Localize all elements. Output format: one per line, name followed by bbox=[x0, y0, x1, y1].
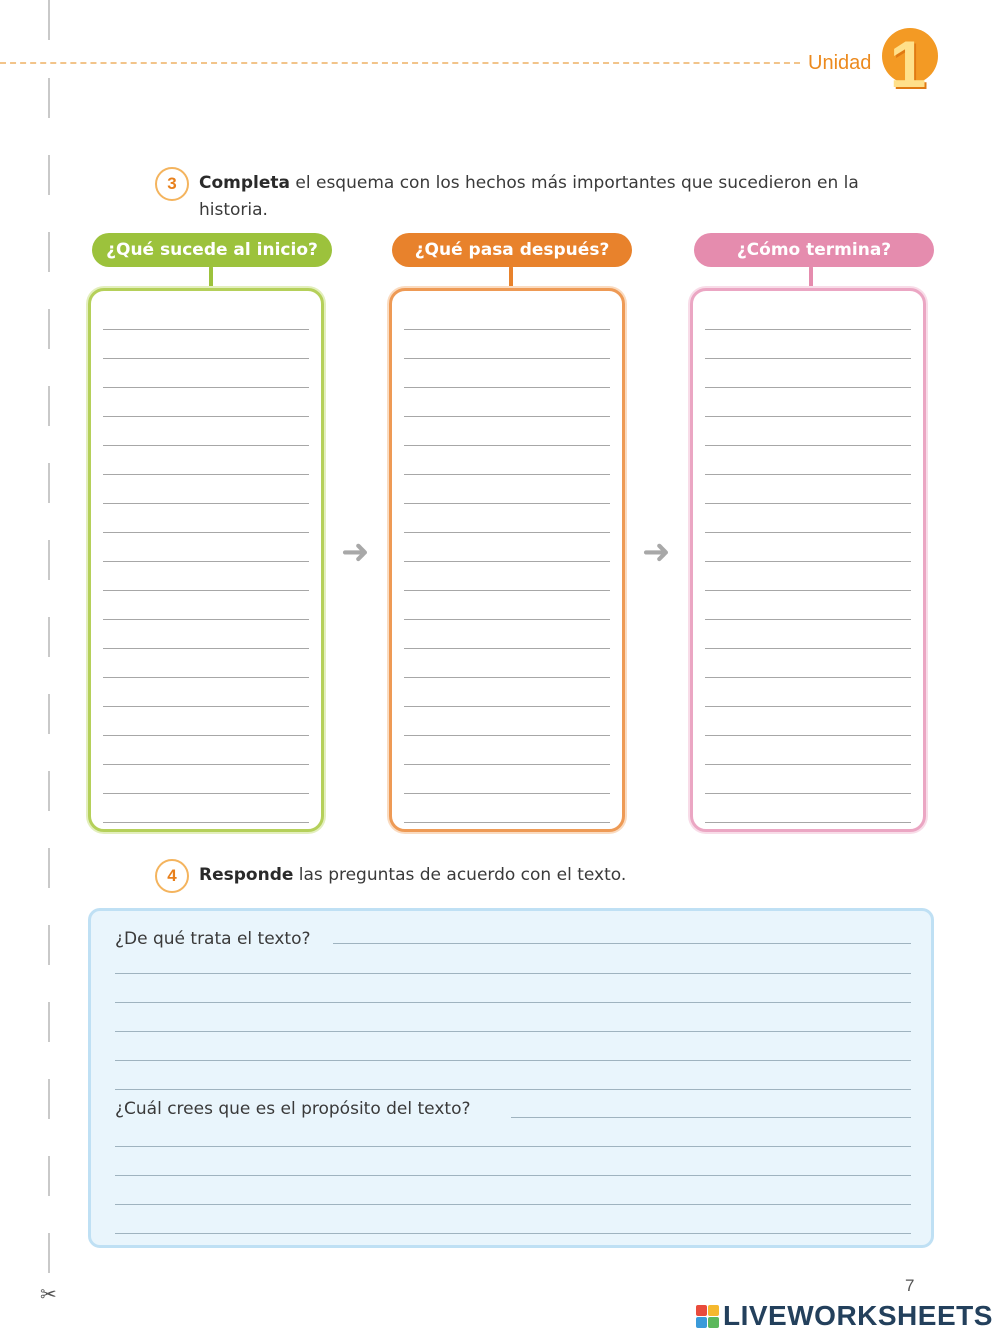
logo-text: LIVEWORKSHEETS bbox=[723, 1300, 993, 1331]
answer-line[interactable] bbox=[333, 943, 911, 944]
writing-line[interactable] bbox=[705, 677, 911, 678]
unit-label: Unidad bbox=[808, 52, 872, 74]
cut-mark bbox=[48, 925, 50, 965]
writing-line[interactable] bbox=[103, 445, 309, 446]
cut-mark bbox=[48, 232, 50, 272]
writing-line[interactable] bbox=[705, 648, 911, 649]
writing-line[interactable] bbox=[404, 561, 610, 562]
tab-connector bbox=[509, 266, 513, 288]
activity-3-text: el esquema con los hechos más importantes que sucedieron en la historia. bbox=[199, 173, 859, 220]
writing-line[interactable] bbox=[404, 503, 610, 504]
activity-4-text: las preguntas de acuerdo con el texto. bbox=[293, 865, 627, 885]
writing-line[interactable] bbox=[705, 764, 911, 765]
answer-line[interactable] bbox=[115, 1233, 911, 1234]
activity-4-instruction bbox=[199, 862, 929, 889]
writing-line[interactable] bbox=[404, 416, 610, 417]
tab-termina: ¿Cómo termina? bbox=[694, 233, 934, 267]
writing-line[interactable] bbox=[705, 329, 911, 330]
writing-line[interactable] bbox=[404, 822, 610, 823]
writing-line[interactable] bbox=[404, 706, 610, 707]
cut-mark bbox=[48, 848, 50, 888]
cut-mark bbox=[48, 617, 50, 657]
cut-mark bbox=[48, 1002, 50, 1042]
activity-4-badge: 4 bbox=[155, 859, 189, 893]
answer-line[interactable] bbox=[115, 1031, 911, 1032]
cut-mark bbox=[48, 771, 50, 811]
liveworksheets-logo bbox=[696, 1298, 993, 1334]
writing-line[interactable] bbox=[103, 503, 309, 504]
writing-line[interactable] bbox=[404, 793, 610, 794]
writing-line[interactable] bbox=[404, 358, 610, 359]
tab-inicio: ¿Qué sucede al inicio? bbox=[92, 233, 332, 267]
activity-3-badge: 3 bbox=[155, 167, 189, 201]
writing-line[interactable] bbox=[404, 387, 610, 388]
writing-line[interactable] bbox=[705, 822, 911, 823]
writing-line[interactable] bbox=[404, 648, 610, 649]
question-1: ¿De qué trata el texto? bbox=[115, 927, 317, 951]
writing-line[interactable] bbox=[705, 474, 911, 475]
question-panel bbox=[88, 908, 934, 1248]
writing-line[interactable] bbox=[404, 735, 610, 736]
writing-line[interactable] bbox=[705, 416, 911, 417]
cut-mark bbox=[48, 694, 50, 734]
cut-mark bbox=[48, 1233, 50, 1273]
cut-mark bbox=[48, 155, 50, 195]
cut-mark bbox=[48, 1079, 50, 1119]
cut-mark bbox=[48, 386, 50, 426]
writing-line[interactable] bbox=[103, 358, 309, 359]
arrow-right-icon: ➜ bbox=[642, 532, 671, 572]
header-dashed-line bbox=[0, 62, 800, 64]
activity-3-instruction bbox=[199, 170, 929, 224]
writing-line[interactable] bbox=[103, 735, 309, 736]
writing-line[interactable] bbox=[103, 416, 309, 417]
writing-line[interactable] bbox=[103, 822, 309, 823]
cut-mark bbox=[48, 0, 50, 40]
answer-line[interactable] bbox=[115, 1146, 911, 1147]
writing-line[interactable] bbox=[103, 648, 309, 649]
tab-connector bbox=[809, 266, 813, 288]
writing-line[interactable] bbox=[705, 735, 911, 736]
arrow-right-icon: ➜ bbox=[341, 532, 370, 572]
writing-line[interactable] bbox=[705, 561, 911, 562]
writing-line[interactable] bbox=[103, 764, 309, 765]
logo-mark-icon bbox=[696, 1305, 719, 1328]
writing-line[interactable] bbox=[103, 619, 309, 620]
activity-4-bold: Responde bbox=[199, 865, 294, 885]
page-number: 7 bbox=[905, 1276, 915, 1295]
writing-line[interactable] bbox=[404, 329, 610, 330]
writing-line[interactable] bbox=[404, 764, 610, 765]
answer-line[interactable] bbox=[115, 1060, 911, 1061]
writing-line[interactable] bbox=[705, 706, 911, 707]
cut-mark bbox=[48, 1156, 50, 1196]
writing-line[interactable] bbox=[705, 619, 911, 620]
answer-box-despues[interactable] bbox=[389, 288, 625, 832]
writing-line[interactable] bbox=[103, 590, 309, 591]
cut-mark bbox=[48, 78, 50, 118]
writing-line[interactable] bbox=[103, 706, 309, 707]
answer-line[interactable] bbox=[115, 1204, 911, 1205]
writing-line[interactable] bbox=[404, 677, 610, 678]
answer-line[interactable] bbox=[115, 973, 911, 974]
writing-line[interactable] bbox=[404, 619, 610, 620]
writing-line[interactable] bbox=[705, 387, 911, 388]
writing-line[interactable] bbox=[705, 793, 911, 794]
writing-line[interactable] bbox=[103, 677, 309, 678]
answer-box-inicio[interactable] bbox=[88, 288, 324, 832]
writing-line[interactable] bbox=[705, 590, 911, 591]
scissors-icon: ✂ bbox=[40, 1282, 57, 1306]
cut-mark bbox=[48, 309, 50, 349]
answer-line[interactable] bbox=[115, 1089, 911, 1090]
writing-line[interactable] bbox=[705, 445, 911, 446]
writing-line[interactable] bbox=[404, 590, 610, 591]
writing-line[interactable] bbox=[103, 793, 309, 794]
answer-line[interactable] bbox=[115, 1175, 911, 1176]
writing-line[interactable] bbox=[103, 532, 309, 533]
writing-line[interactable] bbox=[404, 474, 610, 475]
writing-line[interactable] bbox=[103, 561, 309, 562]
answer-line[interactable] bbox=[115, 1002, 911, 1003]
writing-line[interactable] bbox=[404, 532, 610, 533]
writing-line[interactable] bbox=[705, 358, 911, 359]
writing-line[interactable] bbox=[404, 445, 610, 446]
writing-line[interactable] bbox=[705, 532, 911, 533]
question-2: ¿Cuál crees que es el propósito del texto? bbox=[115, 1097, 477, 1121]
writing-line[interactable] bbox=[103, 329, 309, 330]
tab-connector bbox=[209, 266, 213, 288]
cut-mark bbox=[48, 540, 50, 580]
writing-line[interactable] bbox=[103, 474, 309, 475]
writing-line[interactable] bbox=[705, 503, 911, 504]
tab-despues: ¿Qué pasa después? bbox=[392, 233, 632, 267]
unit-number: 1 bbox=[889, 27, 927, 101]
answer-box-termina[interactable] bbox=[690, 288, 926, 832]
answer-line[interactable] bbox=[511, 1117, 911, 1118]
cut-mark bbox=[48, 463, 50, 503]
activity-3-bold: Completa bbox=[199, 173, 290, 193]
writing-line[interactable] bbox=[103, 387, 309, 388]
